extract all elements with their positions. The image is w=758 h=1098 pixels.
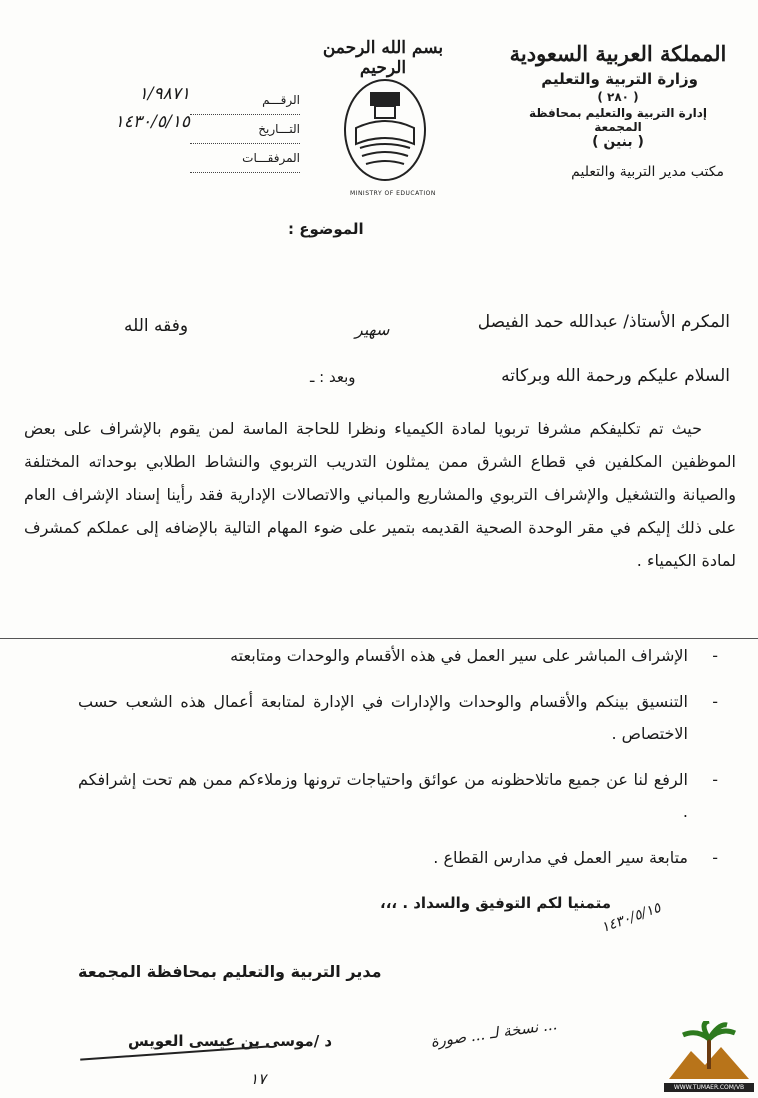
closing: متمنيا لكم التوفيق والسداد . ،،،: [380, 894, 611, 912]
bullet: -: [712, 770, 718, 789]
task-list: [78, 640, 718, 888]
addressee-scribble: سهير: [355, 320, 390, 339]
logo-caption: MINISTRY OF EDUCATION: [350, 190, 436, 197]
ministry-code: ( ٢٨٠ ): [597, 90, 639, 104]
watermark-url: WWW.TUMAER.COM/VB: [664, 1083, 754, 1092]
attachments-label: المرفقـــات: [190, 144, 300, 173]
wabaad: وبعد : ـ: [310, 368, 356, 386]
task-text: التنسيق بينكم والأقسام والوحدات والإدارات في الإدارة لمتابعة أعمال هذه الشعب حسب الاختصاص .: [78, 692, 688, 743]
signature-title: مدير التربية والتعليم بمحافظة المجمعة: [78, 962, 382, 981]
list-item: [78, 686, 718, 750]
number-value: ١/٩٨٧١: [138, 84, 190, 104]
body-paragraph: حيث تم تكليفكم مشرفا تربويا لمادة الكيمياء ونظرا للحاجة الماسة لمن يقوم بالإشراف على بعض الموظفين المكلفين في قطاع الشرق ممن يمثلون التدريب التربوي والنشاط الطلابي بوحداته المختلفة والصيانة والتشغيل والإشراف التربوي والمشاريع والمباني والاتصالات الإدارية فقد رأينا إسناد الإشراف العام على ذلك إليكم في مقر الوحدة الصحية القديمه بتمير على ضوء المهام التالية بالإضافه إلى عملكم كمشرف لمادة الكيمياء .: [24, 419, 736, 570]
number-label: الرقـــم: [190, 86, 300, 115]
bullet: -: [712, 692, 718, 711]
list-item: [78, 764, 718, 828]
greeting: السلام عليكم ورحمة الله وبركاته: [501, 366, 730, 386]
bullet: -: [712, 848, 718, 867]
date-label: التـــاريخ: [190, 115, 300, 144]
palm-tree-icon: [669, 1021, 749, 1079]
letterhead: [508, 40, 728, 180]
list-item: [78, 842, 718, 874]
meta-fields: [190, 86, 300, 173]
ministry-logo-icon: [342, 78, 428, 188]
divider: [0, 638, 758, 639]
admin-name: إدارة التربية والتعليم بمحافظة المجمعة: [528, 106, 708, 134]
kingdom-name: المملكة العربية السعودية: [509, 41, 727, 66]
basmala: بسم الله الرحمن الرحيم: [322, 38, 444, 78]
task-text: الرفع لنا عن جميع ماتلاحظونه من عوائق واحتياجات ترونها وزملاءكم ممن هم تحت إشرافكم .: [78, 770, 688, 821]
handwritten-notes: نسخة لـ ... صورة ...: [429, 1015, 559, 1051]
subject-label: الموضوع :: [288, 220, 364, 238]
bullet: -: [712, 646, 718, 665]
date-value: ١٤٣٠/٥/١٥: [114, 112, 190, 132]
list-item: [78, 640, 718, 672]
addressee: المكرم الأستاذ/ عبدالله حمد الفيصل: [477, 312, 730, 332]
watermark: [664, 1021, 754, 1092]
signature-name: د /موسى بن عيسى العويس: [128, 1032, 333, 1050]
handwritten-date: ١٤٣٠/٥/١٥: [599, 899, 663, 937]
task-text: الإشراف المباشر على سير العمل في هذه الأقسام والوحدات ومتابعته: [230, 646, 688, 665]
wafaqahu: وفقه الله: [124, 316, 189, 336]
boys-label: ( بنين ): [592, 134, 644, 150]
task-text: متابعة سير العمل في مدارس القطاع .: [433, 848, 688, 867]
ministry-name: وزارة التربية والتعليم: [541, 70, 698, 88]
office-name: مكتب مدير التربية والتعليم: [571, 164, 724, 180]
handwritten-number: ١٧: [250, 1070, 267, 1088]
